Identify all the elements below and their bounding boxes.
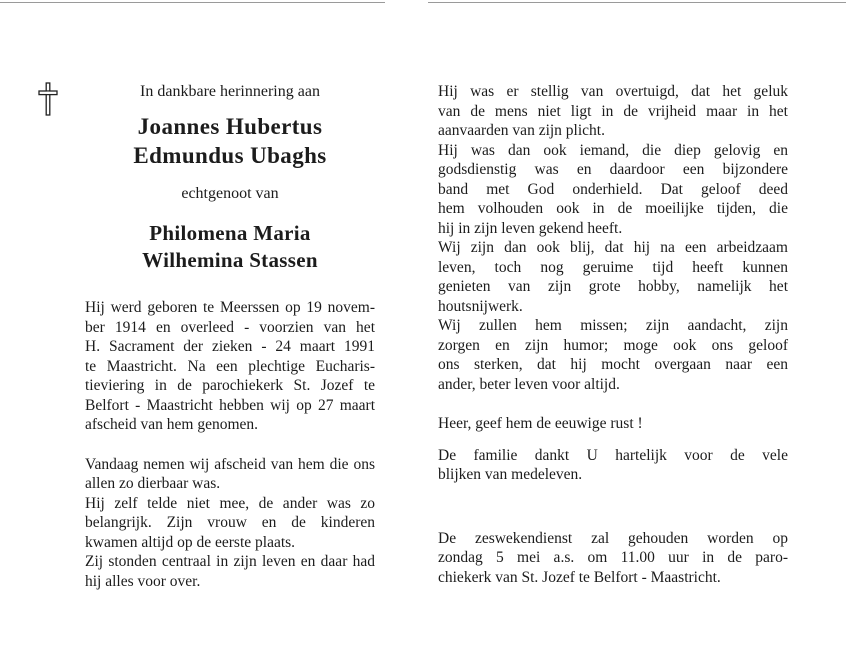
text-line: blijken van medeleven. [438,466,583,483]
text-line: genieten van zijn grote hobby, namelijk het [438,278,788,295]
text-line: hij alles voor over. [85,572,201,590]
text-line: tieviering in de parochiekerk St. Jozef te [85,377,375,394]
deceased-name-line-1: Joannes Hubertus [137,114,323,139]
text-line: Heer, geef hem de eeuwige rust ! [438,415,643,432]
deceased-name-line-2: Edmundus Ubaghs [133,143,327,168]
text-line: Zij stonden centraal in zijn leven en daar had [85,553,375,570]
edge-line-left [0,2,385,3]
prayer-line [438,414,788,434]
text-line: Wij zijn dan ook blij, dat hij na een arbeidzaam [438,239,788,256]
text-line: belangrijk. Zijn vrouw en de kinderen [85,514,375,531]
text-line: leven, toch nog geruime tijd heeft kunnen [438,258,788,276]
right-column [438,82,788,587]
text-line: te Maastricht. Na een plechtige Eucharis- [85,357,375,375]
text-line: van de mens niet ligt in de vrijheid maar in het [438,102,788,120]
text-line: ber 1914 en overleed - voorzien van het [85,318,375,336]
text-line: hij in zijn leven gekend heeft. [438,219,623,237]
text-line: Hij was dan ook iemand, die diep gelovig en [438,141,788,159]
text-line: kwamen altijd op de eerste plaats. [85,533,296,551]
text-line: H. Sacrament der zieken - 24 maart 1991 [85,338,375,355]
intro-text: In dankbare herinnering aan [140,83,320,100]
text-line: chiekerk van St. Jozef te Belfort - Maastricht. [438,568,721,586]
cross-icon [37,82,59,116]
text-line: houtsnijwerk. [438,297,523,315]
card-fold-edge [0,0,846,6]
text-line: band met God onderhield. Dat geloof deed [438,180,788,198]
spouse-name-line-2: Wilhemina Stassen [142,248,318,272]
farewell-paragraph [85,455,375,592]
edge-line-right [428,2,846,3]
text-line: ons sterken, dat hij mocht overgaan naar een [438,356,788,373]
text-line: Hij werd geboren te Meerssen op 19 novem- [85,299,375,316]
left-column [85,82,375,591]
spouse-label: echtgenoot van [181,185,279,202]
text-line: Hij zelf telde niet mee, de ander was zo [85,494,375,512]
service-announcement [438,529,788,588]
faith-paragraph [438,82,788,394]
text-line: zondag 5 mei a.s. om 11.00 uur in de paro- [438,549,788,566]
text-line: allen zo dierbaar was. [85,475,221,492]
text-line: De familie dankt U hartelijk voor de vele [438,446,788,464]
text-line: afscheid van hem genomen. [85,416,259,433]
text-line: hem volhouden ook in de moeilijke tijden, die [438,200,788,217]
text-line: ander, beter leven voor altijd. [438,375,620,393]
biography-paragraph [85,298,375,435]
spouse-name-line-1: Philomena Maria [149,221,311,245]
text-line: De zeswekendienst zal gehouden worden op [438,529,788,547]
thanks-paragraph [438,446,788,485]
text-line: zorgen en zijn humor; moge ook ons geloof [438,336,788,354]
text-line: aanvaarden van zijn plicht. [438,122,605,139]
text-line: Wij zullen hem missen; zijn aandacht, zijn [438,317,788,334]
text-line: Belfort - Maastricht hebben wij op 27 maart [85,396,375,414]
text-line: godsdienstig was en daardoor een bijzondere [438,161,788,178]
text-line: Hij was er stellig van overtuigd, dat het geluk [438,83,788,100]
text-line: Vandaag nemen wij afscheid van hem die ons [85,455,375,473]
